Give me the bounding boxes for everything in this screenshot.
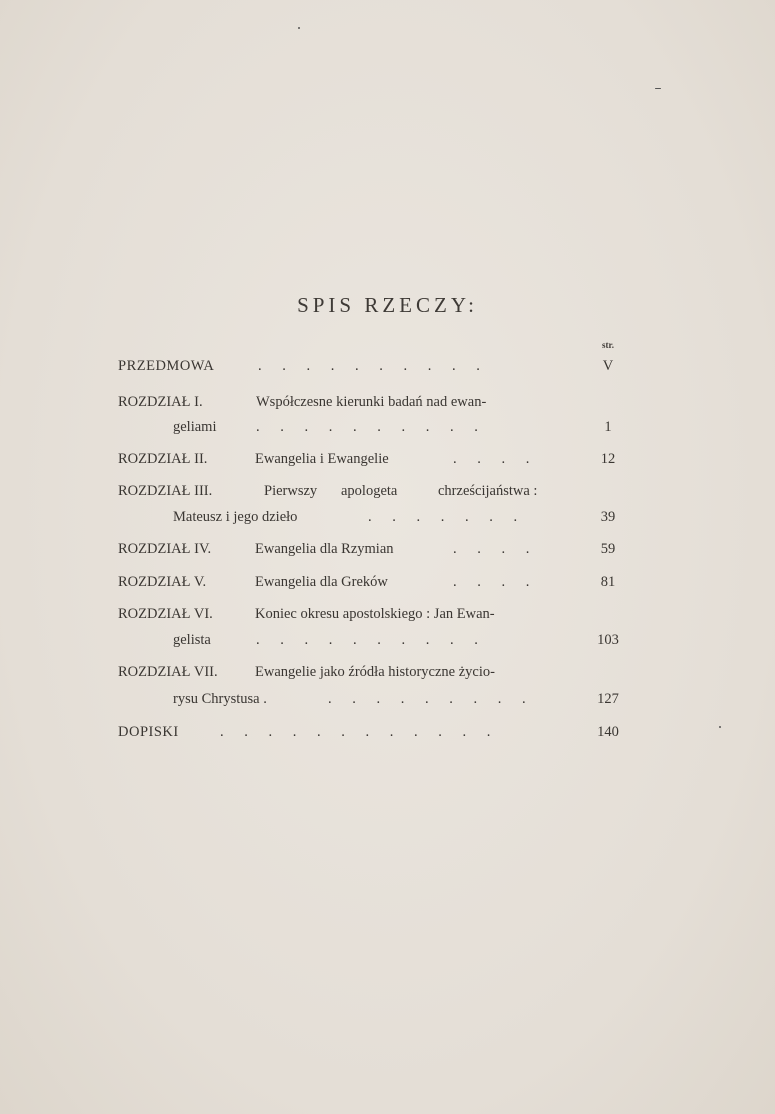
toc-entry-chapter-3-continued bbox=[118, 509, 628, 531]
page-title: SPIS RZECZY: bbox=[297, 293, 478, 317]
toc-leader-dots: . . . . . . . . . . bbox=[256, 632, 487, 648]
toc-entry-chapter-4 bbox=[118, 541, 628, 563]
toc-entry-title: Ewangelie jako źródła historyczne życio- bbox=[255, 664, 495, 680]
toc-page-number: 127 bbox=[597, 691, 619, 707]
toc-page-number: V bbox=[602, 358, 614, 374]
toc-page-number: 59 bbox=[600, 541, 616, 557]
toc-entry-notes bbox=[118, 724, 628, 746]
toc-entry-label: DOPISKI bbox=[118, 724, 179, 740]
toc-entry-label: PRZEDMOWA bbox=[118, 358, 215, 374]
toc-leader-dots: . . . . bbox=[453, 574, 538, 590]
toc-leader-dots: . . . . bbox=[453, 451, 538, 467]
toc-leader-dots: . . . . . . . . . . . . bbox=[220, 724, 499, 740]
page-column-label: str. bbox=[602, 340, 614, 350]
toc-leader-dots: . . . . . . . . . . bbox=[256, 419, 487, 435]
toc-entry-label: ROZDZIAŁ VII. bbox=[118, 664, 218, 680]
toc-entry-chapter-1-continued bbox=[118, 419, 628, 441]
toc-entry-chapter-6 bbox=[118, 606, 628, 628]
toc-entry-label: ROZDZIAŁ III. bbox=[118, 483, 213, 499]
paper-speck bbox=[655, 88, 661, 89]
toc-entry-title: gelista bbox=[173, 632, 211, 648]
toc-entry-title: Ewangelia dla Greków bbox=[255, 574, 388, 590]
toc-page-number: 81 bbox=[600, 574, 616, 590]
toc-leader-dots: . . . . . . . . . . bbox=[258, 358, 489, 374]
toc-entry-title-word: apologeta bbox=[341, 483, 398, 499]
toc-leader-dots: . . . . bbox=[453, 541, 538, 557]
toc-page-number: 12 bbox=[600, 451, 616, 467]
toc-page-number: 140 bbox=[597, 724, 619, 740]
toc-entry-label: ROZDZIAŁ IV. bbox=[118, 541, 212, 557]
toc-leader-dots: . . . . . . . bbox=[368, 509, 526, 525]
toc-entry-title: geliami bbox=[173, 419, 217, 435]
toc-entry-chapter-6-continued bbox=[118, 632, 628, 654]
toc-entry-title: Koniec okresu apostolskiego : Jan Ewan- bbox=[255, 606, 495, 622]
paper-speck bbox=[719, 726, 721, 728]
toc-page-number: 1 bbox=[604, 419, 612, 435]
toc-page-number: 103 bbox=[597, 632, 619, 648]
toc-entry-preface bbox=[118, 358, 628, 380]
toc-entry-chapter-3 bbox=[118, 483, 628, 505]
toc-entry-title: Mateusz i jego dzieło bbox=[173, 509, 298, 525]
toc-entry-title: rysu Chrystusa . bbox=[173, 691, 267, 707]
toc-entry-label: ROZDZIAŁ VI. bbox=[118, 606, 213, 622]
toc-leader-dots: . . . . . . . . . bbox=[328, 691, 535, 707]
toc-entry-title: Współczesne kierunki badań nad ewan- bbox=[256, 394, 487, 410]
toc-entry-label: ROZDZIAŁ II. bbox=[118, 451, 208, 467]
paper-speck bbox=[298, 27, 300, 29]
toc-entry-label: ROZDZIAŁ I. bbox=[118, 394, 203, 410]
toc-entry-chapter-2 bbox=[118, 451, 628, 473]
toc-entry-chapter-7-continued bbox=[118, 691, 628, 713]
toc-entry-title-word: chrześcijaństwa : bbox=[438, 483, 538, 499]
toc-entry-chapter-1 bbox=[118, 394, 628, 416]
toc-entry-label: ROZDZIAŁ V. bbox=[118, 574, 207, 590]
toc-entry-title: Ewangelia i Ewangelie bbox=[255, 451, 389, 467]
toc-entry-title: Ewangelia dla Rzymian bbox=[255, 541, 394, 557]
toc-entry-chapter-7 bbox=[118, 664, 628, 686]
toc-entry-title-word: Pierwszy bbox=[264, 483, 318, 499]
toc-page-number: 39 bbox=[600, 509, 616, 525]
toc-entry-chapter-5 bbox=[118, 574, 628, 596]
